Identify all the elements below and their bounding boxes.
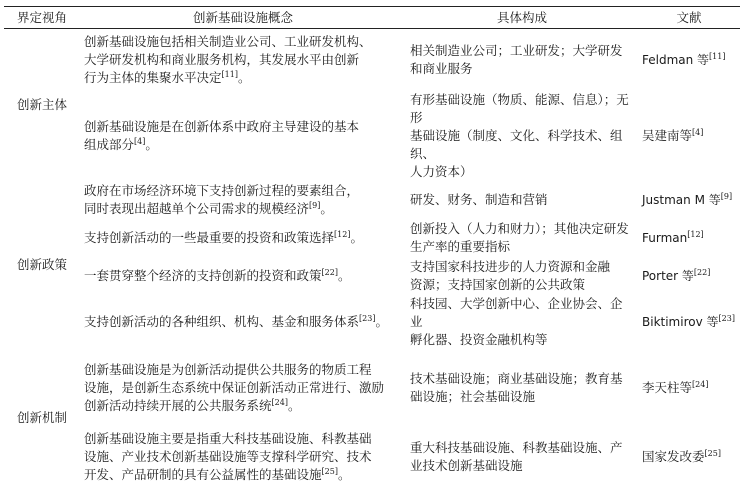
author-name: 李天柱等 [642, 379, 693, 395]
table-row [4, 257, 740, 295]
table-row [4, 91, 740, 181]
concept-line: 同时表现出超越单个公司需求的规模经济[9]。 [84, 200, 333, 216]
composition-line: 人力资本） [410, 163, 473, 179]
author-name: 吴建南等 [642, 127, 693, 143]
concept-cell [80, 295, 406, 349]
concept-line: 政府在市场经济环境下支持创新过程的要素组合， [84, 182, 360, 198]
composition-line: 业技术创新基础设施 [410, 458, 523, 474]
citation-ref: [25] [704, 449, 721, 459]
concept-cell [80, 257, 406, 295]
concept-cell [80, 181, 406, 219]
author-name: Feldman 等 [642, 52, 710, 67]
composition-line: 相关制造业公司；工业研发；大学研发 [410, 42, 623, 58]
composition-line: 支持国家科技进步的人力资源和金融 [410, 258, 611, 274]
concept-line: 开发、产品研制的具有公益属性的基础设施[25]。 [84, 467, 351, 483]
literature-cell [638, 257, 740, 295]
innovation-infrastructure-table [4, 6, 740, 488]
author-name: Biktimirov 等 [642, 314, 719, 329]
concept-cell [80, 219, 406, 257]
citation-ref: [22] [693, 267, 711, 277]
literature-cell [638, 349, 740, 427]
literature-cell [638, 219, 740, 257]
author-name: Furman [642, 230, 688, 245]
citation-ref: [22] [321, 267, 338, 277]
concept-line: 创新活动持续开展的公共服务系统[24]。 [84, 397, 301, 413]
composition-line: 科技园、大学创新中心、企业协会、企业 [410, 295, 623, 329]
composition-cell [406, 349, 638, 427]
composition-line: 创新投入（人力和财力）；其他决定研发 [410, 220, 629, 236]
concept-line: 一套贯穿整个经济的支持创新的投资和政策[22]。 [84, 267, 351, 283]
composition-cell [406, 295, 638, 349]
table-row [4, 219, 740, 257]
author-name: Porter 等 [642, 268, 694, 283]
concept-line: 创新基础设施主要是指重大科技基础设施、科教基础 [84, 431, 372, 447]
literature-cell [638, 181, 740, 219]
citation-ref: [12] [687, 229, 704, 239]
composition-line: 重大科技基础设施、科教基础设施、产 [410, 440, 623, 456]
concept-line: 设施、产业技术创新基础设施等支撑科学研究、技术 [84, 449, 372, 465]
concept-line: 创新基础设施是为创新活动提供公共服务的物质工程 [84, 361, 372, 377]
citation-ref: [11] [221, 69, 238, 79]
table-header-row [4, 7, 740, 29]
composition-line: 和商业服务 [410, 60, 473, 76]
citation-ref: [24] [692, 379, 709, 389]
citation-ref: [9] [309, 200, 321, 210]
concept-cell [80, 349, 406, 427]
concept-line: 支持创新活动的各种组织、机构、基金和服务体系[23]。 [84, 313, 388, 329]
table-row [4, 29, 740, 91]
composition-line: 础设施；社会基础设施 [410, 388, 536, 404]
composition-line: 研发、财务、制造和营销 [410, 191, 548, 207]
table-row [4, 427, 740, 488]
composition-cell [406, 219, 638, 257]
citation-ref: [23] [359, 313, 376, 323]
header-literature: 文献 [676, 9, 702, 25]
literature-cell [638, 427, 740, 488]
concept-line: 大学研发机构和商业服务机构，其发展水平由创新 [84, 51, 360, 67]
group-label-mechanism: 创新机制 [16, 410, 67, 426]
concept-line: 创新基础设施是在创新体系中政府主导建设的基本 [84, 118, 360, 134]
concept-line: 组成部分[4]。 [84, 136, 158, 152]
table-row [4, 295, 740, 349]
composition-line: 生产率的重要指标 [410, 238, 511, 254]
group-label-subject: 创新主体 [16, 96, 67, 112]
header-perspective: 界定视角 [16, 9, 67, 25]
composition-cell [406, 257, 638, 295]
composition-cell [406, 427, 638, 488]
concept-line: 设施，是创新生态系统中保证创新活动正常进行、激励 [84, 379, 385, 395]
concept-cell [80, 427, 406, 488]
citation-ref: [12] [334, 229, 351, 239]
author-name: Justman M 等 [642, 192, 721, 207]
concept-cell [80, 91, 406, 181]
composition-line: 技术基础设施；商业基础设施；教育基 [410, 370, 623, 386]
composition-cell [406, 181, 638, 219]
citation-ref: [4] [134, 136, 146, 146]
concept-line: 行为主体的集聚水平决定[11]。 [84, 69, 251, 85]
composition-line: 孵化器、投资金融机构等 [410, 331, 548, 347]
table-row [4, 181, 740, 219]
citation-ref: [9] [720, 191, 733, 201]
composition-line: 基础设施（制度、文化、科学技术、组织、 [410, 127, 623, 161]
header-concept: 创新基础设施概念 [192, 9, 293, 25]
citation-ref: [23] [718, 313, 735, 323]
citation-ref: [4] [692, 127, 704, 137]
citation-ref: [24] [271, 397, 288, 407]
composition-line: 资源；支持国家创新的公共政策 [410, 276, 586, 292]
composition-cell [406, 91, 638, 181]
composition-line: 有形基础设施（物质、能源、信息）；无形 [410, 91, 629, 125]
group-label-policy: 创新政策 [16, 256, 67, 272]
literature-cell [638, 29, 740, 91]
composition-cell [406, 29, 638, 91]
citation-ref: [25] [321, 467, 338, 477]
literature-cell [638, 295, 740, 349]
header-composition: 具体构成 [496, 9, 547, 25]
concept-cell [80, 29, 406, 91]
citation-ref: [11] [709, 51, 726, 61]
literature-cell [638, 91, 740, 181]
author-name: 国家发改委 [642, 449, 705, 465]
table-row [4, 349, 740, 427]
concept-line: 创新基础设施包括相关制造业公司、工业研发机构、 [84, 33, 372, 49]
concept-line: 支持创新活动的一些最重要的投资和政策选择[12]。 [84, 229, 363, 245]
